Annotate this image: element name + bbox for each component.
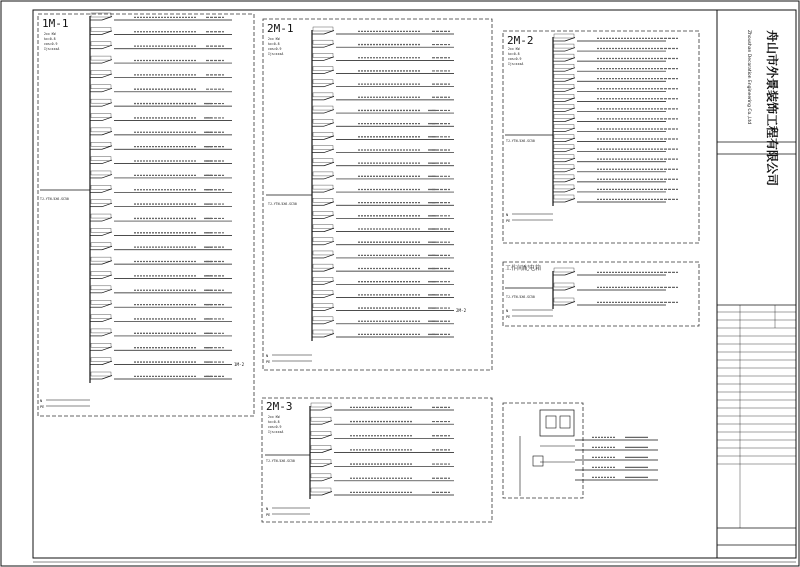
svg-text:PE: PE: [506, 219, 511, 223]
branch-circuit: [90, 114, 232, 121]
control-box-frame: [503, 403, 583, 498]
breaker-label-box: [554, 84, 574, 88]
breaker-label-box: [554, 74, 574, 78]
panel-2m3-header-notes: [268, 415, 283, 434]
branch-circuit: [90, 27, 232, 34]
branch-circuit: [553, 268, 678, 275]
breaker-label-box: [554, 34, 574, 38]
branch-circuit: [90, 329, 232, 336]
svg-text:TJ-YTN-5X6-SC50: TJ-YTN-5X6-SC50: [40, 197, 69, 201]
branch-circuit: [310, 417, 454, 424]
branch-circuit: [312, 251, 454, 258]
branch-circuit: [312, 93, 454, 100]
branch-circuit: [312, 277, 454, 284]
breaker-label-box: [91, 214, 111, 218]
panel-2m1-ground-terminals: [266, 354, 312, 364]
breaker-label-box: [311, 417, 331, 421]
breaker-label-box: [313, 40, 333, 44]
outgoing-label: 2M-2: [456, 308, 467, 314]
svg-text:N: N: [506, 213, 509, 217]
branch-circuit: [553, 175, 678, 182]
breaker-label-box: [91, 85, 111, 89]
breaker-label-box: [91, 257, 111, 261]
branch-circuit: [312, 290, 454, 297]
breaker-label-box: [554, 155, 574, 159]
branch-circuit: [312, 225, 454, 232]
branch-circuit: [90, 257, 232, 264]
breaker-label-box: [91, 271, 111, 275]
panel-1m1-circuits: [90, 13, 245, 383]
svg-text:kx=0.8: kx=0.8: [268, 420, 280, 424]
panel-1m1-ground-terminals: [40, 399, 90, 409]
breaker-label-box: [313, 290, 333, 294]
svg-text:PE: PE: [40, 405, 45, 409]
svg-text:PE: PE: [506, 315, 511, 319]
breaker-label-box: [91, 27, 111, 31]
panel-2m2-ground-terminals: [506, 213, 553, 223]
breaker-label-box: [91, 358, 111, 362]
breaker-label-box: [313, 264, 333, 268]
svg-text:TJ-YTN-5X6-SC50: TJ-YTN-5X6-SC50: [506, 139, 535, 143]
panel-1m1-incoming-feeder: [40, 190, 90, 201]
branch-circuit: [90, 70, 232, 77]
svg-text:PE: PE: [266, 513, 271, 517]
breaker-label-box: [554, 125, 574, 129]
branch-circuit: [553, 145, 678, 152]
svg-text:2xx KW: 2xx KW: [268, 415, 280, 419]
branch-circuit: [90, 228, 232, 235]
svg-text:N: N: [506, 309, 509, 313]
branch-circuit: [90, 128, 232, 135]
branch-circuit: [312, 238, 454, 245]
breaker-label-box: [554, 175, 574, 179]
breaker-label-box: [91, 56, 111, 60]
branch-circuit: [90, 200, 232, 207]
branch-circuit: [312, 330, 454, 337]
breaker-label-box: [91, 343, 111, 347]
panel-2m3-ground-terminals: [266, 507, 310, 517]
svg-text:TJ-YTN-5X6-SC50: TJ-YTN-5X6-SC50: [266, 459, 295, 463]
breaker-label-box: [554, 283, 574, 287]
breaker-label-box: [313, 80, 333, 84]
breaker-label-box: [91, 42, 111, 46]
branch-circuit: [90, 271, 232, 278]
branch-circuit: [553, 74, 678, 81]
breaker-label-box: [91, 228, 111, 232]
outgoing-label: 1M-2: [234, 362, 245, 368]
circuit-diagram: [90, 13, 678, 499]
branch-circuit: [553, 115, 678, 122]
panel-2m3-incoming-feeder: [265, 455, 310, 463]
branch-circuit: [310, 403, 454, 410]
panel-2m3-circuits: [310, 403, 454, 499]
breaker-label-box: [313, 185, 333, 189]
branch-circuit: [90, 286, 232, 293]
branch-circuit: [553, 84, 678, 91]
breaker-label-box: [91, 243, 111, 247]
branch-circuit: [312, 67, 454, 74]
control-box-outgoing-lines: [575, 437, 658, 480]
breaker-label-box: [313, 53, 333, 57]
breaker-label-box: [554, 115, 574, 119]
breaker-label-box: [91, 70, 111, 74]
breaker-label-box: [313, 119, 333, 123]
branch-circuit: [312, 40, 454, 47]
breaker-label-box: [91, 128, 111, 132]
breaker-label-box: [313, 146, 333, 150]
breaker-label-box: [313, 211, 333, 215]
svg-text:N: N: [266, 354, 269, 358]
branch-circuit: [312, 264, 454, 271]
svg-text:cos=0.9: cos=0.9: [44, 42, 58, 46]
svg-text:kx=0.8: kx=0.8: [268, 42, 280, 46]
panel-workroom-title: 工作间配电箱: [505, 265, 542, 272]
branch-circuit: [90, 171, 232, 178]
breaker-label-box: [313, 317, 333, 321]
breaker-label-box: [554, 135, 574, 139]
svg-text:cos=0.9: cos=0.9: [268, 425, 282, 429]
breaker-label-box: [554, 195, 574, 199]
breaker-label-box: [91, 315, 111, 319]
svg-text:TJ-YTN-5X6-SC50: TJ-YTN-5X6-SC50: [268, 202, 297, 206]
panel-2m1-incoming-feeder: [266, 195, 312, 206]
svg-text:cos=0.9: cos=0.9: [508, 57, 522, 61]
svg-text:2xx KW: 2xx KW: [44, 32, 56, 36]
branch-circuit: [553, 185, 678, 192]
branch-circuit: [90, 142, 232, 149]
breaker-label-box: [554, 145, 574, 149]
branch-circuit: [553, 104, 678, 111]
breaker-label-box: [91, 114, 111, 118]
breaker-label-box: [91, 171, 111, 175]
breaker-label-box: [311, 446, 331, 450]
breaker-label-box: [313, 159, 333, 163]
breaker-label-box: [313, 198, 333, 202]
breaker-label-box: [91, 300, 111, 304]
breaker-label-box: [313, 238, 333, 242]
company-name-english: Zhoushan Decoration Engineering Co.,Ltd: [746, 30, 751, 125]
branch-circuit: [312, 304, 467, 314]
branch-circuit: [312, 317, 454, 324]
branch-circuit: [312, 198, 454, 205]
branch-circuit: [553, 283, 678, 290]
panel-2m1-circuits: [312, 27, 467, 341]
panel-2m2-header-notes: [508, 47, 523, 66]
breaker-label-box: [313, 106, 333, 110]
breaker-label-box: [91, 157, 111, 161]
breaker-label-box: [313, 330, 333, 334]
branch-circuit: [90, 185, 232, 192]
breaker-label-box: [313, 225, 333, 229]
breaker-label-box: [313, 27, 333, 31]
control-box-detail: [520, 410, 575, 496]
branch-circuit: [312, 146, 454, 153]
svg-text:N: N: [40, 399, 43, 403]
breaker-label-box: [311, 474, 331, 478]
branch-circuit: [553, 155, 678, 162]
svg-text:Ijs=xxxA: Ijs=xxxA: [508, 62, 524, 66]
breaker-label-box: [313, 172, 333, 176]
breaker-label-box: [313, 277, 333, 281]
panel-2m1-title: 2M-1: [267, 22, 294, 35]
branch-circuit: [553, 44, 678, 51]
branch-circuit: [312, 132, 454, 139]
branch-circuit: [90, 315, 232, 322]
branch-circuit: [310, 488, 454, 495]
branch-circuit: [90, 42, 232, 49]
branch-circuit: [312, 172, 454, 179]
branch-circuit: [312, 185, 454, 192]
branch-circuit: [553, 165, 678, 172]
branch-circuit: [312, 211, 454, 218]
branch-circuit: [90, 214, 232, 221]
svg-text:N: N: [266, 507, 269, 511]
breaker-label-box: [313, 251, 333, 255]
panel-1m1-title: 1M-1: [42, 17, 69, 30]
panel-2m1-header-notes: [268, 37, 283, 56]
breaker-label-box: [554, 104, 574, 108]
branch-circuit: [90, 243, 232, 250]
breaker-label-box: [313, 93, 333, 97]
branch-circuit: [553, 54, 678, 61]
svg-text:TJ-YTN-5X6-SC50: TJ-YTN-5X6-SC50: [506, 295, 535, 299]
branch-circuit: [310, 431, 454, 438]
svg-text:cos=0.9: cos=0.9: [268, 47, 282, 51]
breaker-label-box: [554, 298, 574, 302]
branch-circuit: [90, 358, 245, 368]
panel-1m1-header-notes: [44, 32, 59, 51]
breaker-label-box: [554, 94, 574, 98]
branch-circuit: [312, 159, 454, 166]
branch-circuit: [310, 460, 454, 467]
breaker-label-box: [313, 304, 333, 308]
branch-circuit: [90, 99, 232, 106]
panel-2m2-title: 2M-2: [507, 34, 534, 47]
branch-circuit: [312, 119, 454, 126]
panel-2m3-title: 2M-3: [266, 400, 293, 413]
title-block-rows: [717, 305, 796, 528]
svg-text:kx=0.8: kx=0.8: [508, 52, 520, 56]
panel-2m2-incoming-feeder: [505, 135, 553, 143]
branch-circuit: [90, 372, 232, 379]
panel-2m3-frame: [262, 398, 492, 522]
breaker-label-box: [91, 185, 111, 189]
branch-circuit: [553, 298, 678, 305]
branch-circuit: [310, 446, 454, 453]
breaker-label-box: [311, 403, 331, 407]
branch-circuit: [312, 27, 454, 34]
branch-circuit: [312, 106, 454, 113]
breaker-label-box: [91, 329, 111, 333]
branch-circuit: [310, 474, 454, 481]
panel-2m2-frame: [503, 31, 699, 243]
breaker-label-box: [554, 54, 574, 58]
branch-circuit: [553, 94, 678, 101]
branch-circuit: [553, 135, 678, 142]
breaker-label-box: [311, 488, 331, 492]
title-block: [717, 10, 796, 558]
svg-text:Ijs=xxxA: Ijs=xxxA: [268, 52, 284, 56]
svg-text:Ijs=xxxA: Ijs=xxxA: [268, 430, 284, 434]
panel-workroom-incoming-feeder: [505, 288, 553, 299]
breaker-label-box: [91, 200, 111, 204]
branch-circuit: [90, 157, 232, 164]
panel-workroom-ground-terminals: [506, 309, 553, 319]
breaker-label-box: [554, 44, 574, 48]
breaker-label-box: [311, 460, 331, 464]
breaker-label-box: [313, 132, 333, 136]
branch-circuit: [553, 195, 678, 202]
branch-circuit: [90, 85, 232, 92]
breaker-label-box: [554, 64, 574, 68]
branch-circuit: [312, 53, 454, 60]
breaker-label-box: [91, 372, 111, 376]
branch-circuit: [90, 343, 232, 350]
branch-circuit: [90, 56, 232, 63]
breaker-label-box: [313, 67, 333, 71]
breaker-label-box: [554, 185, 574, 189]
branch-circuit: [553, 34, 678, 41]
branch-circuit: [553, 125, 678, 132]
svg-text:PE: PE: [266, 360, 271, 364]
breaker-label-box: [554, 268, 574, 272]
svg-text:2xx KW: 2xx KW: [508, 47, 520, 51]
panel-2m2-circuits: [553, 34, 678, 206]
breaker-label-box: [311, 431, 331, 435]
branch-circuit: [553, 64, 678, 71]
panel-2m1-frame: [263, 19, 492, 370]
outer-border: [1, 1, 799, 566]
branch-circuit: [312, 80, 454, 87]
svg-text:2xx KW: 2xx KW: [268, 37, 280, 41]
branch-circuit: [90, 300, 232, 307]
company-name: 舟山市外景装饰工程有限公司: [765, 30, 779, 187]
panel-workroom-circuits: [553, 268, 678, 309]
breaker-label-box: [554, 165, 574, 169]
breaker-label-box: [91, 142, 111, 146]
breaker-label-box: [91, 99, 111, 103]
svg-text:kx=0.8: kx=0.8: [44, 37, 56, 41]
breaker-label-box: [91, 286, 111, 290]
svg-text:Ijs=xxxA: Ijs=xxxA: [44, 47, 60, 51]
